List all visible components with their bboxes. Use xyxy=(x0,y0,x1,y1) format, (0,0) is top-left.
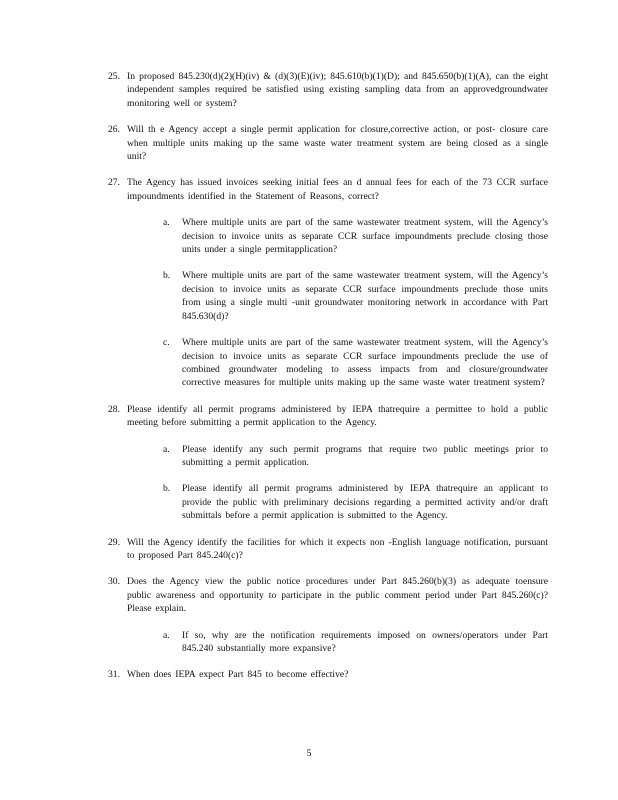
sub-question-27c xyxy=(163,336,548,390)
sub-question-text: Where multiple units are part of the same wastewater treatment system, will the Agency’s decision to invoice units as separate CCR surface impoundments preclude those units from using a single multi -unit groundwater monitoring network in accordance with Part 845.630(d)? xyxy=(182,270,548,322)
question-number: 25. xyxy=(108,71,120,82)
question-27 xyxy=(108,176,548,389)
sub-question-text: Where multiple units are part of the same wastewater treatment system, will the Agency’s decision to invoice units as separate CCR surface impoundments preclude closing those units under a single permitapplication? xyxy=(182,217,548,256)
question-list xyxy=(108,70,548,695)
question-text: Will th e Agency accept a single permit application for closure,corrective action, or post- closure care when multiple units making up the same waste water treatment system are being closed as a single unit? xyxy=(127,124,548,163)
question-29 xyxy=(108,536,548,563)
question-28 xyxy=(108,403,548,523)
question-25 xyxy=(108,70,548,110)
sub-question-letter: a. xyxy=(163,443,170,455)
question-number: 28. xyxy=(108,403,120,415)
sub-question-text: If so, why are the notification requirements imposed on owners/operators under Part 845.240 substantially more expansive? xyxy=(182,629,548,654)
sub-question-27b xyxy=(163,269,548,323)
question-text: In proposed 845.230(d)(2)(H)(iv) & (d)(3)(E)(iv); 845.610(b)(1)(D); and 845.650(b)(1)(A), can the eight independent samples required be satisfied using existing sampling data from an approvedgroundwater monitoring well or system? xyxy=(127,71,548,109)
question-text: Please identify all permit programs administered by IEPA thatrequire a permittee to hold a public meeting before submitting a permit application to the Agency. xyxy=(127,403,548,429)
question-number: 30. xyxy=(108,576,120,588)
sub-question-letter: c. xyxy=(163,337,170,349)
question-number: 26. xyxy=(108,124,120,136)
question-number: 27. xyxy=(108,177,120,189)
question-26 xyxy=(108,123,548,163)
page-number: 5 xyxy=(306,748,312,759)
sub-question-28a xyxy=(163,443,548,470)
question-text: Will the Agency identify the facilities for which it expects non -English language notification, pursuant to proposed Part 845.240(c)? xyxy=(127,536,548,561)
sub-question-30a xyxy=(163,629,548,656)
question-number: 31. xyxy=(108,669,120,681)
sub-question-28b xyxy=(163,482,548,522)
sub-question-letter: a. xyxy=(163,217,170,229)
question-text: The Agency has issued invoices seeking initial fees an d annual fees for each of the 73 CCR surface impoundments identified in the Statement of Reasons, correct? xyxy=(127,177,548,202)
sub-question-letter: b. xyxy=(163,483,171,495)
question-31 xyxy=(108,668,548,681)
question-text: Does the Agency view the public notice procedures under Part 845.260(b)(3) as adequate toensure public awareness and opportunity to participate in the public comment period under Part 845.260(c)? Please explain. xyxy=(127,576,548,615)
question-30 xyxy=(108,575,548,655)
sub-question-letter: b. xyxy=(163,270,171,282)
sub-question-text: Please identify any such permit programs that require two public meetings prior to submitting a permit application. xyxy=(182,443,548,468)
question-text: When does IEPA expect Part 845 to become effective? xyxy=(127,669,349,681)
sub-question-27a xyxy=(163,216,548,256)
question-number: 29. xyxy=(108,536,120,548)
sub-question-letter: a. xyxy=(163,629,170,641)
sub-question-text: Please identify all permit programs administered by IEPA thatrequire an applicant to provide the public with preliminary decisions regarding a permitted activity and/or draft submittals before a permit application is submitted to the Agency. xyxy=(182,483,548,522)
sub-question-text: Where multiple units are part of the same wastewater treatment system, will the Agency’s decision to invoice units as separate CCR surface impoundments preclude the use of combined groundwater modeling to assess impacts from and closure/groundwater corrective measures for multiple units making up the same waste water treatment system? xyxy=(182,337,548,389)
